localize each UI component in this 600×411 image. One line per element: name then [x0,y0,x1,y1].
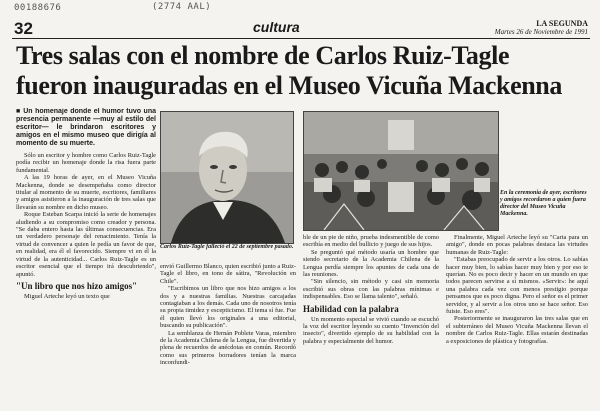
paragraph: Posteriormente se inauguraron las tres salas que en el subterráneo del Museo Vicuña Mackenna llevan el nombre de Carlos Ruiz-Tagle. Ellas estarán destinadas a exposiciones de plástica y fotografías. [446,315,588,345]
article-column-4 [446,234,588,408]
ceremony-caption: En la ceremonia de ayer, escritores y amigos recordaron a quien fuera director del Museo Vicuña Mackenna. [500,190,587,217]
portrait-photo [160,111,294,244]
paragraph: Miguel Arteche leyó un texto que [24,292,110,300]
paragraph: envió Guillermo Blanco, quien escribió junto a Ruiz-Tagle el libro, en tono de sátira, "Revolución en Chile". [160,263,296,285]
article-column-3 [303,234,439,408]
section-title: cultura [253,19,300,35]
paragraph: Roque Esteban Scarpa inició la serie de homenajes aludiendo a su compromiso como creador y persona. "Se daba entero hasta las últimas consecuencias. Era un verdadero personaje del renacimiento. Tenía la virtud de convencer a quien le pedía un favor de que, en realidad, era él el favorecido. Siempre vi en él la virtud de la autenticidad... Carlos Ruiz-Tagle es un escritor esencial que el tiempo irá descubriendo", apuntó. [16,211,156,278]
ceremony-photo [303,111,499,231]
headline-line-2: fueron inauguradas en el Museo Vicuña Mackenna [16,71,562,100]
paragraph: Finalmente, Miguel Arteche leyó su "Carta para un amigo", donde en pocas palabras destaca las virtudes humanas de Ruiz-Tagle: [446,234,588,256]
paragraph: "Estabas preocupado de servir a los otros. Lo sabías hacer muy bien, lo sabías hacer muy bien y por eso te querían. No es poco decir y hacer en un mundo en que todos parecen servirse a sí mismos. «Servir»: he aquí una palabra cada vez con menos prestigio porque pensamos que es poco digna. Pero el señor es el primer servidor, y al servir a los otros uno se hace señor. Eso fuiste. Eso eres". [446,256,588,316]
page-number: 32 [14,19,33,38]
portrait-image [161,112,293,243]
newspaper-name: LA SEGUNDA [536,19,588,28]
paragraph: Sólo un escritor y hombre como Carlos Ruiz-Tagle podía recibir un homenaje donde la risa fuera parte fundamental. [16,152,156,174]
paragraph: A las 19 horas de ayer, en el Museo Vicuña Mackenna, donde se desempeñaba como director titular al momento de su muerte, escritores, familiares y amigos asistieron a la inauguración de tres salas que llevarán su nombre en dicho museo. [16,174,156,211]
article-column-2 [160,263,296,408]
paragraph: Se preguntó qué método usaría un hombre que siendo secretario de la Academia Chilena de la Lengua perdía siempre los apuntes de cada una de las reuniones. [303,248,439,279]
paragraph: "Sin silencio, sin método y casi sin memoria escribió sus obras con las palabras mínimas e indispensables. Eso se llama talento", señaló. [303,278,439,301]
paragraph: ble de un pie de niño, prueba indesmentible de como escribía en medio del bullicio y juego de sus hijos. [303,234,439,249]
headline-line-1: Tres salas con el nombre de Carlos Ruiz-Tagle [16,41,510,70]
paragraph: "Escribimos un libro que nos hizo amigos a los dos y a nuestras familias. Nuestras carcajadas contagiaban a los demás. Cada uno de nosotros tenía su propia timidez y escepticismo. El tema sí fue. Fue él quien llevó los originales a una editorial, buscando su publicación". [160,285,296,330]
portrait-caption: Carlos Ruiz-Tagle falleció el 22 de septiembre pasado. [160,244,294,250]
catalog-number: 00188676 [14,3,62,13]
subheading: "Un libro que nos hizo amigos" [16,280,138,291]
paragraph: Un momento especial se vivió cuando se escuchó la voz del escritor leyendo su cuento "Invención del insecto", divertido ejemplo de su habilidad con la palabra y especialmente del humor. [303,315,439,345]
paragraph: La semblanza de Hernán Poblete Varas, miembro de la Academia Chilena de la Lengua, fue divertida y plena de recuerdos de anécdotas en común. Recordó como sus primeros borradores tenían la marca inconfundi- [160,329,296,367]
issue-date: Martes 26 de Noviembre de 1991 [494,28,588,36]
header-rule [12,38,590,39]
masthead [428,20,588,36]
ceremony-image [304,112,498,230]
handwritten-note: (2774 AAL) [152,2,212,12]
subheading: Habilidad con la palabra [303,303,399,314]
article-column-1 [16,108,156,408]
lead-paragraph: ■ Un homenaje donde el humor tuvo una presencia permanente —muy al estilo del escritor— le brindaron escritores y amigos en el mismo museo que dirigía al momento de su muerte. [16,108,156,147]
